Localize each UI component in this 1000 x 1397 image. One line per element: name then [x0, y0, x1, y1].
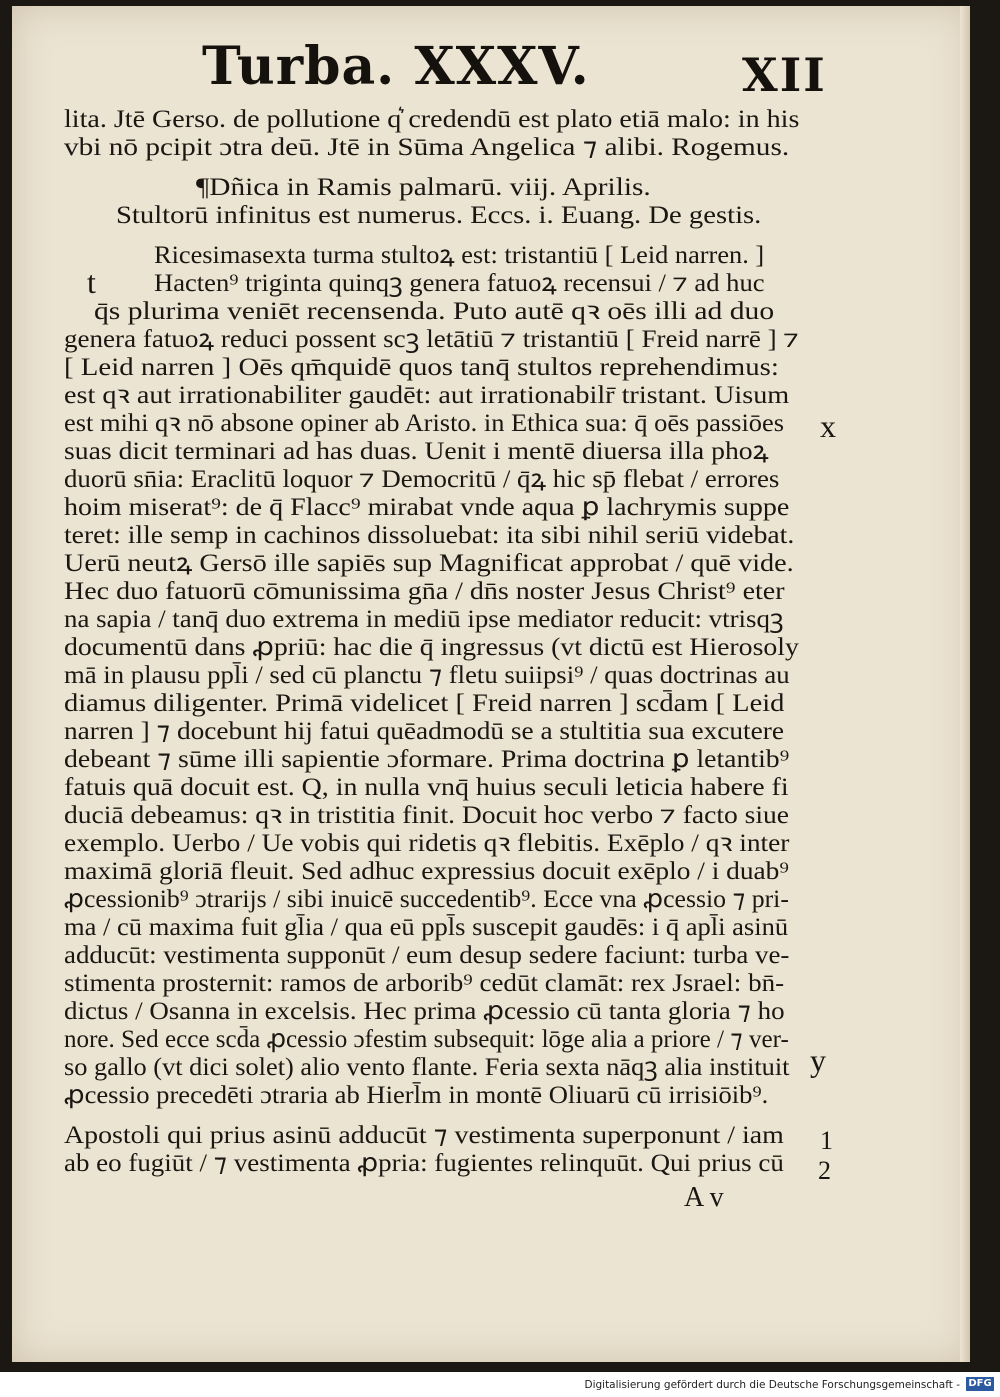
text-line: Uerū neutꝝ Gersō ille sapiēs sup Magnificat approbat / quē vide. [64, 550, 794, 577]
text-line: exemplo. Uerbo / Ue vobis qui ridetis qꝛ flebitis. Exēplo / qꝛ inter [64, 830, 790, 857]
text-line: dictus / Osanna in excelsis. Hec prima ꝓcessio cū tanta gloria ⁊ ho [64, 998, 785, 1025]
marginal-number-2: 2 [818, 1156, 831, 1185]
text-line: hoim miserat⁹: de q̄ Flacc⁹ mirabat vnde aqua ꝑ lachrymis suppe [64, 494, 790, 521]
book-page [12, 6, 970, 1362]
text-line: ¶Dñica in Ramis palmarū. viij. Aprilis. [196, 174, 651, 201]
text-line: maximā gloriā fleuit. Sed adhuc expressius docuit exēplo / i duab⁹ [64, 858, 789, 885]
marginal-number-1: 1 [820, 1126, 833, 1155]
text-line: est qꝛ aut irrationabiliter gaudēt: aut irrationabilr̄ tristant. Uisum [64, 382, 790, 409]
text-line: ꝓcessionib⁹ ɔtrarijs / sibi inuicē succedentib⁹. Ecce vna ꝓcessio ⁊ pri- [64, 886, 789, 913]
text-line: Hec duo fatuorū cōmunissima gn̄a / dn̄s noster Jesus Christ⁹ eter [64, 578, 785, 605]
marginal-letter-x: x [820, 408, 836, 444]
text-line: Hacten⁹ triginta quinqꝫ genera fatuoꝝ recensui / ⁊ ad huc [154, 270, 765, 297]
marginal-letter-t: t [87, 264, 96, 300]
text-line: genera fatuoꝝ reduci possent scꝫ letātiū ⁊ tristantiū [ Freid narrē ] ⁊ [64, 326, 799, 353]
text-line: fatuis quā docuit est. Q, in nulla vnq̄ huius seculi leticia habere fi [64, 774, 789, 801]
text-line: vbi nō pcipit ɔtra deū. Jtē in Sūma Angelica ⁊ alibi. Rogemus. [64, 134, 790, 161]
text-line: so gallo (vt dici solet) alio vento flante. Feria sexta nāqꝫ alia instituit [64, 1054, 790, 1081]
text-line: documentū dans ꝓpriū: hac die q̄ ingressus (vt dictū est Hierosoly [64, 634, 799, 661]
text-line: Stultorū infinitus est numerus. Eccs. i. Euang. De gestis. [116, 202, 762, 229]
text-line: Apostoli qui prius asinū adducūt ⁊ vestimenta superponunt / iam [64, 1122, 784, 1149]
text-line: ab eo fugiūt / ⁊ vestimenta ꝓpria: fugientes relinquūt. Qui prius cū [64, 1150, 784, 1177]
text-line: adducūt: vestimenta supponūt / eum desup sedere faciunt: turba ve- [64, 942, 790, 969]
text-line: duorū sn̄ia: Eraclitū loquor ⁊ Democritū / q̄ꝝ hic sp̄ flebat / errores [64, 466, 780, 493]
footer-bar [0, 1372, 1000, 1397]
text-line: q̄s plurima veniēt recensenda. Puto autē qꝛ oēs illi ad duo [94, 298, 775, 325]
text-line: duciā debeamus: qꝛ in tristitia finit. Docuit hoc verbo ⁊ facto siue [64, 802, 790, 829]
text-line: [ Leid narren ] Oēs qm̄quidē quos tanq̄ stultos reprehendimus: [64, 354, 779, 381]
text-line: diamus diligenter. Primā videlicet [ Freid narren ] scd̄am [ Leid [64, 690, 785, 717]
signature-mark: A v [684, 1182, 724, 1213]
text-line: nore. Sed ecce scd̄a ꝓcessio ɔfestim subsequit: lōge alia a priore / ⁊ ver- [64, 1026, 789, 1053]
text-line: teret: ille semp in cachinos dissoluebat: ita sibi nihil seriū videbat. [64, 522, 795, 549]
text-line: lita. Jtē Gerso. de pollutione q͛ credendū est plato etiā malo: in his [64, 106, 800, 133]
text-line: est mihi qꝛ nō absone opiner ab Aristo. in Ethica sua: q̄ oēs passiōes [64, 410, 785, 437]
text-line: narren ] ⁊ docebunt hij fatui quēadmodū se a stultitia sua excutere [64, 718, 784, 745]
running-heading: Turba. XXXV. [202, 36, 590, 97]
text-line: Ricesimasexta turma stultoꝝ est: tristantiū [ Leid narren. ] [154, 242, 765, 269]
text-line: na sapia / tanq̄ duo extrema in mediū ipse mediator reducit: vtrisqꝫ [64, 606, 784, 633]
text-line: suas dicit terminari ad has duas. Uenit i mentē diuersa illa phoꝝ [64, 438, 769, 465]
dfg-logo: DFG [966, 1377, 994, 1391]
text-line: debeant ⁊ sūme illi sapientie ɔformare. Prima doctrina ꝑ letantib⁹ [64, 746, 790, 773]
text-line: stimenta prosternit: ramos de arborib⁹ cedūt clamāt: rex Jsrael: bn̄- [64, 970, 785, 997]
marginal-letter-y: y [810, 1042, 826, 1078]
text-line: mā in plausu ppl̄i / sed cū planctu ⁊ fletu suiipsi⁹ / quas doctrinas au [64, 662, 790, 689]
footer-credit: Digitalisierung gefördert durch die Deutsche Forschungsgemeinschaft - [584, 1379, 960, 1391]
text-line: ma / cū maxima fuit gl̄ia / qua eū ppl̄s suscepit gaudēs: i q̄ apl̄i asinū [64, 914, 789, 941]
folio-number: XII [742, 48, 827, 102]
text-line: ꝓcessio precedēti ɔtraria ab Hierl̄m in montē Oliuarū cū irrisiōib⁹. [64, 1082, 769, 1109]
